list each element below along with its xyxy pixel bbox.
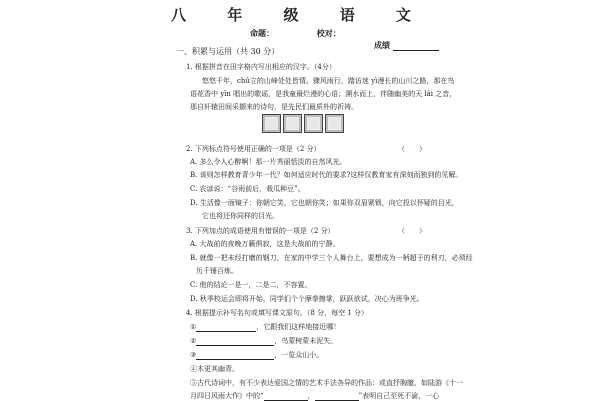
page-title: 八 年 级 语 文	[171, 6, 429, 24]
question-1-stem: 1. 根据拼音在田字格内写出相应的汉字。（4分）	[186, 63, 336, 71]
question-2-stem: 2. 下列标点符号使用正确的一项是（2 分）	[186, 145, 321, 153]
option-b: B. 就像一把未经打磨的钢刀，在家的中学三个人舞台上，要想成为一柄超于的利刃，必须经	[190, 254, 473, 262]
option-d: D. 生活像一面镜子：你朝它笑，它也朝你笑；如果你双眉紧锁，向它投以怀疑的目光，	[190, 199, 459, 207]
option-c: C. 农谚说：“谷雨前后，栽瓜种豆”。	[190, 185, 305, 193]
question-3-stem: 3. 下列加点的成语使用有错误的一项是（2 分）	[186, 227, 335, 235]
exam-meta	[250, 28, 381, 39]
answer-blank[interactable]	[196, 325, 256, 332]
question-4-stem: 4. 根据提示补写名句或填写课文原句。（8 分，每空 1 分）	[186, 309, 368, 317]
proposer-label: 命题：	[250, 28, 274, 38]
option-a: A. 多么令人心醉啊！那一片秀丽恬淡的自然风光。	[190, 158, 347, 166]
character-box[interactable]	[262, 114, 281, 133]
section-heading: 一、积累与运用（共 30 分）	[176, 47, 280, 56]
character-box[interactable]	[325, 114, 344, 133]
character-box[interactable]	[304, 114, 323, 133]
option-d: D. 秋季校运会即将开始，同学们个个摩拳擦掌，跃跃欲试，决心为班争光。	[190, 295, 424, 303]
fill-line-suffix: ，它跟我们这样地接近哪！	[256, 323, 341, 331]
score-blank[interactable]	[393, 41, 439, 51]
circled-number-icon: ②	[190, 337, 197, 345]
option-c: C. 他的结论一是一，二是二，不容置。	[190, 281, 312, 289]
answer-blank[interactable]	[196, 353, 274, 360]
checker-label: 校对：	[316, 28, 341, 38]
circled-number-icon: ③	[190, 351, 197, 359]
character-grid	[262, 114, 344, 133]
answer-parenthesis[interactable]: （ ）	[398, 227, 426, 235]
circled-number-icon: ①	[190, 323, 197, 331]
score-field	[374, 40, 439, 51]
answer-blank[interactable]	[196, 339, 274, 346]
question-1-passage-line: 语花香中 yīn 唱出的歌谣，是我童最烂漫的心语；溯水而上，伴随幽美的天 lài 之音，	[190, 90, 457, 98]
fill-line-1	[190, 322, 340, 332]
score-label: 成绩	[374, 40, 390, 50]
fill-line-4: ④木更其幽青。	[190, 365, 239, 373]
character-box[interactable]	[283, 114, 302, 133]
answer-parenthesis[interactable]: （ ）	[398, 145, 426, 153]
question-1-passage-line: 悠悠千年，chǔ立的山峰处处皆情。骤风雨行，踏访迷 yì漫长的山川之路，那在鸟	[202, 77, 455, 85]
question-1-passage-line: 那自轩辕田间采撷来的诗句，是先民们最质朴的祈祷。	[190, 103, 358, 111]
fill-line-suffix: ，鸟蒙树蒙未泥失。	[274, 337, 338, 345]
fill-line-text: ”表明自己至死不渝，一心	[358, 392, 440, 400]
fill-line-suffix: ，一览众山小。	[274, 351, 324, 359]
option-d-continued: 它也将还你同样的目光。	[202, 212, 279, 220]
fill-line-text: 月四日风雨大作》中的“	[190, 392, 264, 400]
option-b: B. 该则怎样教育青少年一代？如何适应时代的要求?这样仅教育家有深刻而独到的见解。	[190, 171, 463, 179]
fill-line-2	[190, 336, 337, 346]
fill-line-5: ⑤古代诗词中，有不少表达爱国之情的艺术手法各异的作品：或直抒胸臆，如陆游《十一	[190, 379, 463, 387]
option-b-continued: 历千锤百炼。	[196, 267, 238, 275]
option-a: A. 大战前的夜晚万籁俱寂，这是大战前的宁静。	[190, 240, 340, 248]
comma: ，	[307, 392, 315, 400]
fill-line-3	[190, 350, 323, 360]
